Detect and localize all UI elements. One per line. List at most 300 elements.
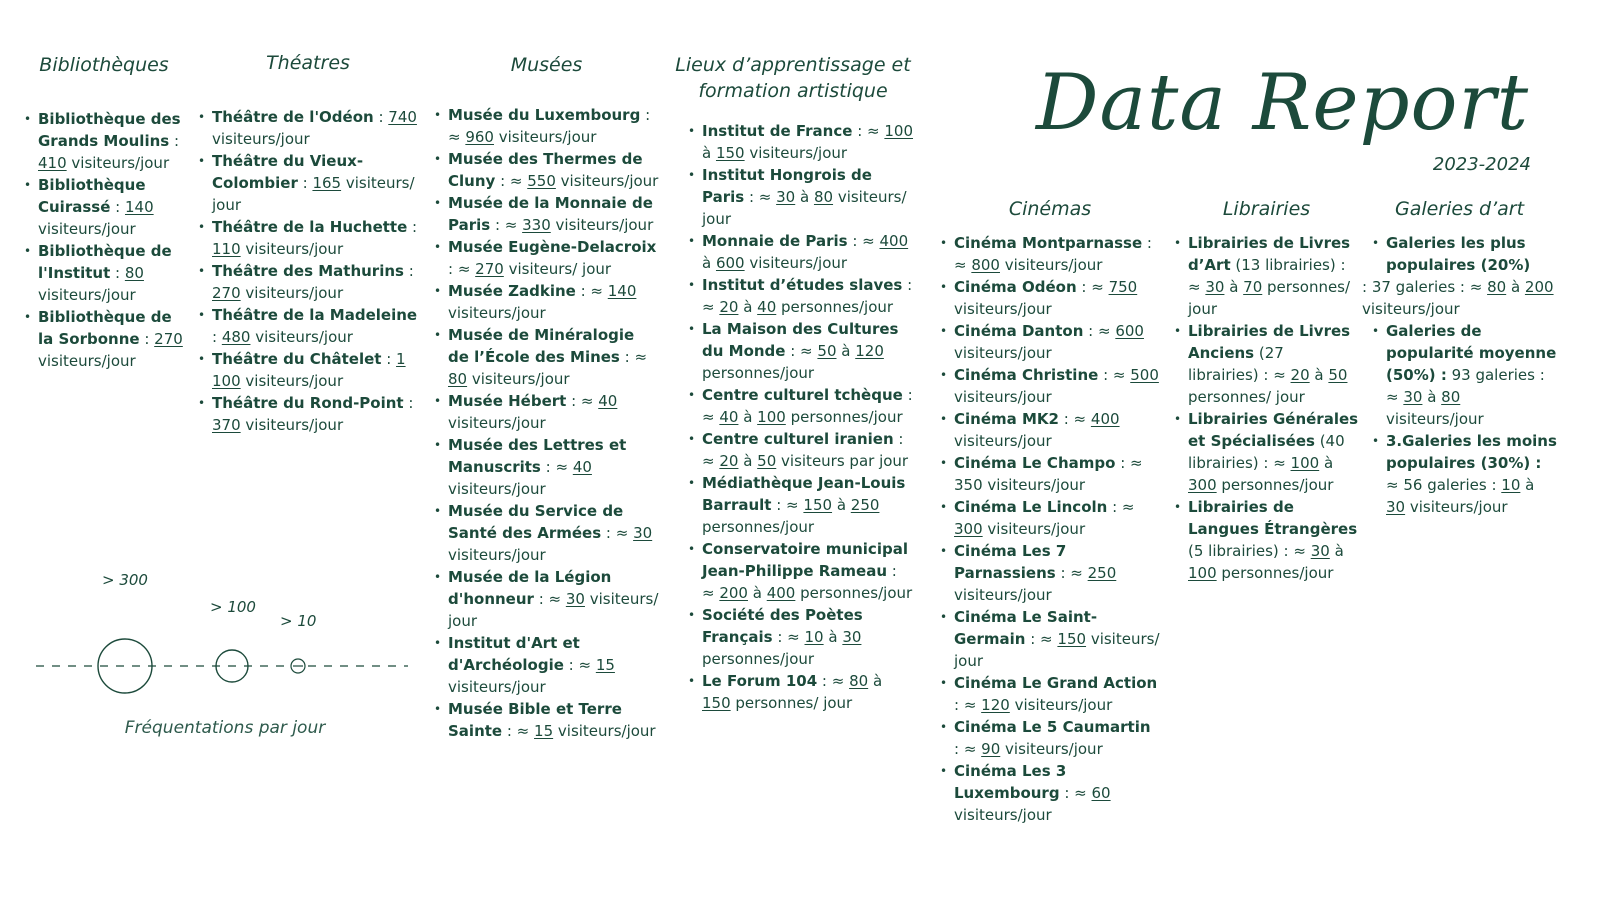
venue-name: Musée Zadkine [448,282,576,300]
item-text: personnes/jour [795,584,913,602]
attendance-value: 80 [813,188,834,206]
attendance-value: 140 [607,282,637,300]
attendance-value: 370 [212,416,241,434]
item-text: visiteurs/jour [240,372,344,390]
item-text: : ≈ [954,234,1152,274]
item-text: (27 librairies) : ≈ [1188,344,1291,384]
attendance-value: 30 [1386,498,1406,516]
attendance-value: 150 [1057,630,1087,648]
list-item [434,434,659,500]
attendance-value: 250 [850,496,880,514]
list-item [434,280,659,324]
list-item [688,538,913,604]
list-item [940,452,1160,496]
venue-list [1174,232,1359,584]
item-text: visiteurs/jour [240,284,344,302]
attendance-value: 90 [981,740,1001,758]
attendance-value: 270 [212,284,241,302]
item-text: à [1309,366,1329,384]
attendance-value: 40 [757,298,777,316]
section-title: Bibliothèques [39,54,169,76]
list-item [940,364,1160,408]
section-bibliotheques [24,52,184,372]
item-text: visiteurs/ jour [954,630,1160,670]
section-title: Théatres [266,52,350,74]
item-text: : ≈ [566,392,599,410]
attendance-value: 150 [702,694,731,712]
venue-name: Musée des Lettres et Manuscrits [448,436,627,476]
list-item [1372,232,1557,276]
item-text: : 37 galeries : ≈ [1362,278,1488,296]
list-item [434,236,659,280]
item-text: : ≈ [702,430,904,470]
item-text: : [212,328,222,346]
list-item [940,408,1160,452]
list-item [434,390,659,434]
item-text: : ≈ [448,106,651,146]
item-text: : ≈ [772,628,805,646]
list-item [688,120,913,164]
section-title: Musées [510,54,583,76]
venue-name: La Maison des Cultures du Monde [702,320,899,360]
attendance-value: 480 [221,328,251,346]
item-text: : ≈ [1083,322,1116,340]
venue-list [940,232,1160,826]
item-text: visiteurs/jour [999,256,1103,274]
item-text: : [403,394,414,412]
list-item [434,148,659,192]
venue-name: Institut Hongrois de Paris [702,166,872,206]
attendance-value: 80 [1441,388,1461,406]
item-text: : ≈ [619,348,648,366]
item-text: personnes/ jour [730,694,853,712]
venue-name: Galeries les plus populaires (20%) [1386,234,1531,274]
item-text: à [1520,476,1535,494]
item-text: visiteurs/ jour [448,590,659,630]
venue-name: Librairies de Langues Étrangères [1188,498,1358,538]
venue-name: Théâtre de la Huchette [212,218,408,236]
list-item [198,304,418,348]
venue-name: Cinéma MK2 [954,410,1059,428]
attendance-value: 15 [595,656,615,674]
venue-name: Théâtre du Rond-Point [212,394,404,412]
attendance-value: 165 [312,174,342,192]
list-item [198,216,418,260]
legend-label-large: > 300 [102,571,148,589]
attendance-value: 40 [719,408,739,426]
list-item [688,230,913,274]
list-item [198,106,418,150]
list-item [434,566,659,632]
list-item [198,260,418,304]
attendance-value: 300 [954,520,983,538]
venue-name: Société des Poètes Français [702,606,863,646]
item-text: personnes/jour [1216,476,1334,494]
venue-name: 3.Galeries les moins populaires (30%) : [1386,432,1557,472]
venue-list [1362,232,1557,518]
attendance-value: 120 [981,696,1010,714]
attendance-value: 20 [719,452,739,470]
item-text: à [836,342,856,360]
item-text: visiteurs/jour [240,240,344,258]
item-text: personnes/jour [702,364,815,382]
venue-name: Musée de Minéralogie de l’École des Mines [448,326,635,366]
list-item [434,632,659,698]
attendance-value: 100 [757,408,786,426]
item-text: : [139,330,155,348]
list-item [688,384,913,428]
item-text: visiteurs/jour [493,128,597,146]
item-text: visiteurs/jour [982,520,1086,538]
list-item [940,760,1160,826]
attendance-value: 800 [971,256,1000,274]
item-text: visiteurs/jour [954,432,1052,450]
attendance-value: 30 [633,524,653,542]
item-text: à [1329,542,1344,560]
section-title: Lieux d’apprentissage et formation artistique [675,54,911,102]
item-text: : ≈ [495,172,528,190]
section-title: Cinémas [1008,198,1092,220]
venue-name: Bibliothèque des Grands Moulins [38,110,181,150]
legend-caption: Fréquentations par jour [124,718,326,738]
venue-name: Cinéma Le Grand Action [954,674,1158,692]
attendance-value: 270 [475,260,504,278]
item-text: : ≈ [540,458,573,476]
item-text: visiteurs/jour [555,172,659,190]
list-item [940,496,1160,540]
attendance-value: 30 [776,188,796,206]
list-item [1174,232,1359,320]
venue-name: Théâtre du Châtelet [212,350,382,368]
venue-name: Institut d'Art et d'Archéologie [448,634,580,674]
item-text: (40 librairies) : ≈ [1188,432,1345,472]
venue-list [688,120,913,714]
attendance-value: 1 100 [212,350,406,390]
list-item [434,500,659,566]
list-item [940,320,1160,364]
attendance-value: 200 [1524,278,1554,296]
venue-name: Cinéma Le Lincoln [954,498,1108,516]
item-text: à [795,188,814,206]
item-text: visiteurs/jour [212,130,310,148]
attendance-value: 70 [1243,278,1263,296]
attendance-value: 330 [522,216,551,234]
item-text: : ≈ [502,722,535,740]
report-year: 2023-2024 [1432,154,1531,175]
attendance-value: 80 [124,264,144,282]
section-lieux-apprentissage [673,52,913,714]
item-text: visiteurs/jour [954,388,1052,406]
item-text: visiteurs/jour [448,546,546,564]
item-text: à [823,628,843,646]
item-text: visiteurs/jour [744,254,848,272]
attendance-value: 250 [1087,564,1117,582]
list-item [688,604,913,670]
item-text: visiteurs/jour [38,286,136,304]
list-item [434,324,659,390]
venue-name: Musée Bible et Terre Sainte [448,700,622,740]
item-text: : [407,218,418,236]
venue-name: Cinéma Les 3 Luxembourg [954,762,1067,802]
item-text: : ≈ [1055,564,1088,582]
item-text: : ≈ [448,260,476,278]
venue-name: Cinéma Les 7 Parnassiens [954,542,1067,582]
venue-name: Musée du Luxembourg [448,106,641,124]
item-text: visiteurs/jour [448,678,546,696]
venue-name: Le Forum 104 [702,672,818,690]
attendance-value: 50 [817,342,837,360]
venue-name: Cinéma Le Saint-Germain [954,608,1098,648]
venue-name: Musée de la Monnaie de Paris [448,194,653,234]
item-text: visiteurs/jour [954,344,1052,362]
list-item [688,428,913,472]
list-item [24,306,184,372]
section-musees [434,52,659,742]
item-text: : ≈ [744,188,777,206]
item-text: personnes/jour [702,650,815,668]
legend-label-small: > 10 [280,612,317,630]
attendance-value: 80 [849,672,869,690]
item-text: : ≈ 350 visiteurs/jour [954,454,1143,494]
item-text: : [373,108,389,126]
item-text: : ≈ [954,740,982,758]
item-text: : ≈ [533,590,566,608]
attendance-value: 40 [572,458,592,476]
venue-name: Théâtre des Mathurins [212,262,404,280]
list-item [688,670,913,714]
attendance-value: 110 [212,240,241,258]
item-text: : ≈ [1058,410,1091,428]
item-text: personnes/jour [776,298,894,316]
attendance-value: 550 [527,172,556,190]
item-text: : [403,262,414,280]
item-text: : ≈ [954,696,982,714]
attendance-value: 200 [719,584,748,602]
item-text: à [1319,454,1334,472]
item-text: personnes/jour [1216,564,1334,582]
report-brand [1036,48,1556,175]
list-item [688,274,913,318]
venue-name: Bibliothèque de la Sorbonne [38,308,172,348]
venue-name: Cinéma Christine [954,366,1099,384]
list-item [688,164,913,230]
attendance-value: 40 [598,392,618,410]
venue-name: Bibliothèque de l'Institut [38,242,172,282]
item-text: à [868,672,883,690]
list-item [24,174,184,240]
item-text: visiteurs/ jour [702,188,907,228]
item-text: : ≈ [817,672,850,690]
list-item [1372,430,1557,518]
attendance-value: 60 [1091,784,1111,802]
venue-list [198,106,418,436]
item-text: : ≈ [563,656,596,674]
item-text: visiteurs/jour [954,300,1052,318]
section-cinemas [940,196,1160,826]
venue-name: Centre culturel iranien [702,430,894,448]
item-text: personnes/jour [702,518,815,536]
item-text: : [169,132,180,150]
item-text: visiteurs/jour [1405,498,1508,516]
list-item [1362,276,1557,320]
item-text: personnes/ jour [1188,278,1351,318]
attendance-value: 300 [1188,476,1217,494]
legend-label-medium: > 100 [210,598,256,616]
item-text: à [832,496,851,514]
item-text: visiteurs/jour [1009,696,1113,714]
list-item [198,348,418,392]
section-galeries [1362,196,1557,518]
attendance-value: 80 [448,370,468,388]
venue-name: Cinéma Odéon [954,278,1077,296]
item-text: visiteurs/ jour [212,174,415,214]
list-item [434,104,659,148]
item-text: visiteurs/jour [38,352,136,370]
item-text: personnes/ jour [1188,388,1305,406]
attendance-value: 100 [884,122,914,140]
venue-name: Cinéma Le Champo [954,454,1116,472]
list-item [940,716,1160,760]
attendance-value: 30 [1403,388,1423,406]
item-text: visiteurs par jour [776,452,909,470]
attendance-value: 100 [1290,454,1320,472]
venue-name: Musée Hébert [448,392,567,410]
venue-name: Institut d’études slaves [702,276,903,294]
item-text: : ≈ [702,386,913,426]
item-text: visiteurs/jour [550,216,654,234]
attendance-value: 600 [1115,322,1144,340]
item-text: à [738,298,758,316]
venue-name: Médiathèque Jean-Louis Barrault [702,474,906,514]
attendance-value: 10 [804,628,824,646]
venue-list [434,104,659,742]
item-text: visiteurs/jour [448,304,546,322]
attendance-value: 20 [1290,366,1310,384]
attendance-value: 410 [38,154,67,172]
list-item [198,392,418,436]
attendance-value: 120 [855,342,884,360]
attendance-value: 400 [879,232,909,250]
item-text: visiteurs/jour [1000,740,1103,758]
item-text: : ≈ [785,342,818,360]
item-text: visiteurs/jour [954,586,1052,604]
venue-name: Musée du Service de Santé des Armées [448,502,624,542]
item-text: (5 librairies) : ≈ [1188,542,1311,560]
item-text: visiteurs/jour [448,414,546,432]
attendance-value: 400 [766,584,796,602]
item-text: : ≈ [702,562,897,602]
item-text: visiteurs/ jour [503,260,612,278]
item-text: visiteurs/jour [744,144,848,162]
item-text: : [297,174,313,192]
item-text: à [1422,388,1442,406]
list-item [434,192,659,236]
attendance-value: 50 [1328,366,1348,384]
list-item [688,472,913,538]
section-title: Galeries d’art [1394,198,1525,220]
attendance-value: 270 [154,330,183,348]
attendance-value: 400 [1090,410,1120,428]
item-text: : ≈ [1098,366,1131,384]
attendance-value: 100 [1188,564,1217,582]
venue-name: Musée de la Légion d'honneur [448,568,612,608]
item-text: à [1506,278,1525,296]
venue-name: Cinéma Montparnasse [954,234,1143,252]
venue-name: Théâtre du Vieux-Colombier [212,152,364,192]
attendance-legend-graphic [20,628,440,708]
attendance-value: 15 [534,722,554,740]
item-text: : ≈ [1059,784,1092,802]
venue-name: Librairies Générales et Spécialisées [1188,410,1359,450]
venue-name: Cinéma Danton [954,322,1084,340]
item-text: 93 galeries : ≈ [1386,366,1545,406]
venue-name: Institut de France [702,122,853,140]
attendance-value: 140 [124,198,154,216]
venue-name: Théâtre de l'Odéon [212,108,374,126]
report-title: Data Report [1036,58,1530,148]
item-text: : ≈ [1076,278,1109,296]
list-item [940,606,1160,672]
venue-name: Bibliothèque Cuirassé [38,176,146,216]
item-text: visiteurs/jour [1386,410,1484,428]
item-text: : ≈ [852,122,885,140]
section-librairies [1174,196,1359,584]
item-text: à [738,408,758,426]
venue-name: Musée des Thermes de Cluny [448,150,643,190]
item-text: visiteurs/jour [1362,300,1460,318]
section-title: Librairies [1222,198,1311,220]
item-text: : ≈ [490,216,523,234]
item-text: : [110,264,125,282]
venue-name: Centre culturel tchèque [702,386,903,404]
item-text: personnes/jour [785,408,903,426]
venue-name: Théâtre de la Madeleine [212,306,418,324]
list-item [24,108,184,174]
list-item [940,232,1160,276]
item-text: : ≈ [847,232,880,250]
item-text: à [1224,278,1244,296]
item-text: visiteurs/jour [467,370,570,388]
attendance-value: 30 [1205,278,1225,296]
venue-name: Librairies de Livres Anciens [1188,322,1351,362]
item-text: visiteurs/jour [553,722,656,740]
venue-name: Cinéma Le 5 Caumartin [954,718,1151,736]
list-item [1372,320,1557,430]
attendance-value: 740 [388,108,417,126]
attendance-value: 600 [715,254,745,272]
attendance-value: 30 [565,590,585,608]
item-text: visiteurs/jour [448,480,546,498]
attendance-value: 30 [1310,542,1330,560]
list-item [940,276,1160,320]
item-text: : ≈ [702,276,913,316]
item-text: : [110,198,125,216]
item-text: visiteurs/jour [250,328,353,346]
venue-name: Galeries de popularité moyenne (50%) : [1386,322,1557,384]
list-item [24,240,184,306]
list-item [688,318,913,384]
item-text: : ≈ [575,282,608,300]
attendance-value: 750 [1108,278,1138,296]
attendance-value: 30 [842,628,862,646]
item-text: à [702,254,716,272]
list-item [198,150,418,216]
attendance-value: 150 [715,144,745,162]
attendance-value: 10 [1501,476,1521,494]
item-text: à [747,584,767,602]
attendance-value: 50 [757,452,777,470]
list-item [434,698,659,742]
